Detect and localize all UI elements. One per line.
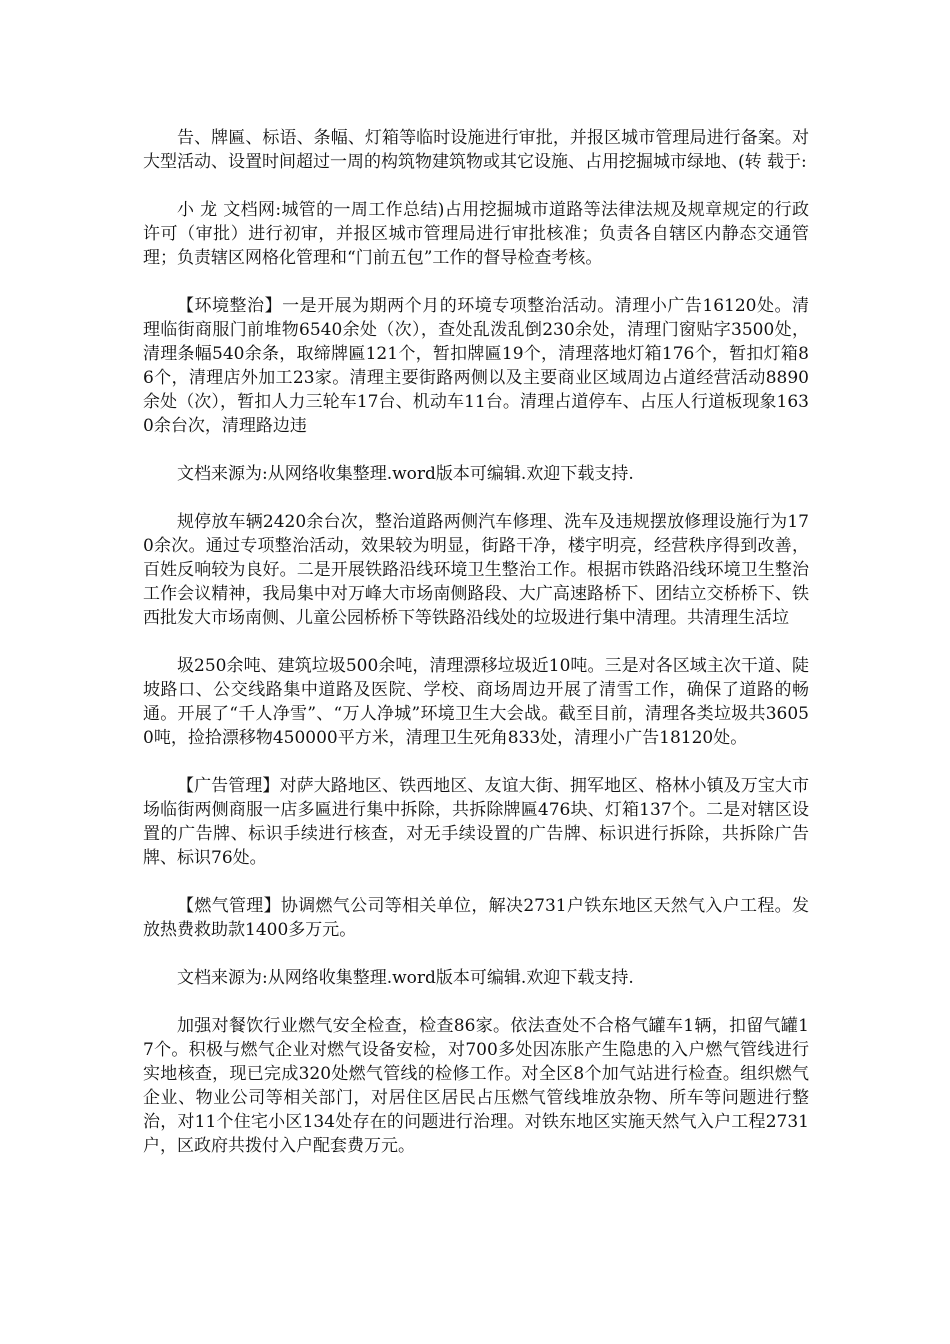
paragraph-source-note: 文档来源为:从网络收集整理.word版本可编辑.欢迎下载支持. bbox=[177, 464, 634, 484]
paragraph-permit-continued: 告、牌匾、标语、条幅、灯箱等临时设施进行审批，并报区城市管理局进行备案。对大型活动、设置时间超过一周的构筑物建筑物或其它设施、占用挖掘城市绿地、(转 载于: bbox=[143, 128, 809, 172]
document-page bbox=[143, 126, 809, 1158]
paragraph-permit-review: 小 龙 文档网:城管的一周工作总结)占用挖掘城市道路等法律法规及规章规定的行政许可（审批）进行初审，并报区城市管理局进行审批核准；负责各自辖区内静态交通管理；负责辖区网格化管理和“门前五包”工作的督导检查考核。 bbox=[143, 200, 809, 268]
paragraph-gas: 【燃气管理】协调燃气公司等相关单位，解决2731户铁东地区天然气入户工程。发放热费救助款1400多万元。 bbox=[143, 896, 809, 940]
paragraph-source-note-2: 文档来源为:从网络收集整理.word版本可编辑.欢迎下载支持. bbox=[177, 968, 634, 988]
paragraph-advertising: 【广告管理】对萨大路地区、铁西地区、友谊大街、拥军地区、格林小镇及万宝大市场临街两侧商服一店多匾进行集中拆除，共拆除牌匾476块、灯箱137个。二是对辖区设置的广告牌、标识手续进行核查，对无手续设置的广告牌、标识进行拆除，共拆除广告牌、标识76处。 bbox=[143, 776, 809, 868]
paragraph-garbage-snow: 圾250余吨、建筑垃圾500余吨，清理漂移垃圾近10吨。三是对各区域主次干道、陡坡路口、公交线路集中道路及医院、学校、商场周边开展了清雪工作，确保了道路的畅通。开展了“千人净雪”、“万人净城”环境卫生大会战。截至目前，清理各类垃圾共36050吨，捡拾漂移物450000平方米，清理卫生死角833处，清理小广告18120处。 bbox=[143, 656, 809, 748]
paragraph-environment: 【环境整治】一是开展为期两个月的环境专项整治活动。清理小广告16120处。清理临街商服门前堆物6540余处（次），查处乱泼乱倒230余处，清理门窗贴字3500处，清理条幅540余条，取缔牌匾121个，暂扣牌匾19个，清理落地灯箱176个，暂扣灯箱86个，清理店外加工23家。清理主要街路两侧以及主要商业区域周边占道经营活动8890余处（次），暂扣人力三轮车17台、机动车11台。清理占道停车、占压人行道板现象1630余台次，清理路边违 bbox=[143, 296, 809, 436]
paragraph-gas-safety: 加强对餐饮行业燃气安全检查，检查86家。依法查处不合格气罐车1辆，扣留气罐17个。积极与燃气企业对燃气设备安检，对700多处因冻胀产生隐患的入户燃气管线进行实地核查，现已完成320处燃气管线的检修工作。对全区8个加气站进行检查。组织燃气企业、物业公司等相关部门，对居住区居民占压燃气管线堆放杂物、所车等问题进行整治，对11个住宅小区134处存在的问题进行治理。对铁东地区实施天然气入户工程2731户，区政府共拨付入户配套费万元。 bbox=[143, 1016, 809, 1156]
paragraph-parking-railway: 规停放车辆2420余台次，整治道路两侧汽车修理、洗车及违规摆放修理设施行为170余次。通过专项整治活动，效果较为明显，街路干净，楼宇明亮，经营秩序得到改善，百姓反响较为良好。二是开展铁路沿线环境卫生整治工作。根据市铁路沿线环境卫生整治工作会议精神，我局集中对万峰大市场南侧路段、大广高速路桥下、团结立交桥桥下、铁西批发大市场南侧、儿童公园桥桥下等铁路沿线处的垃圾进行集中清理。共清理生活垃 bbox=[143, 512, 809, 628]
